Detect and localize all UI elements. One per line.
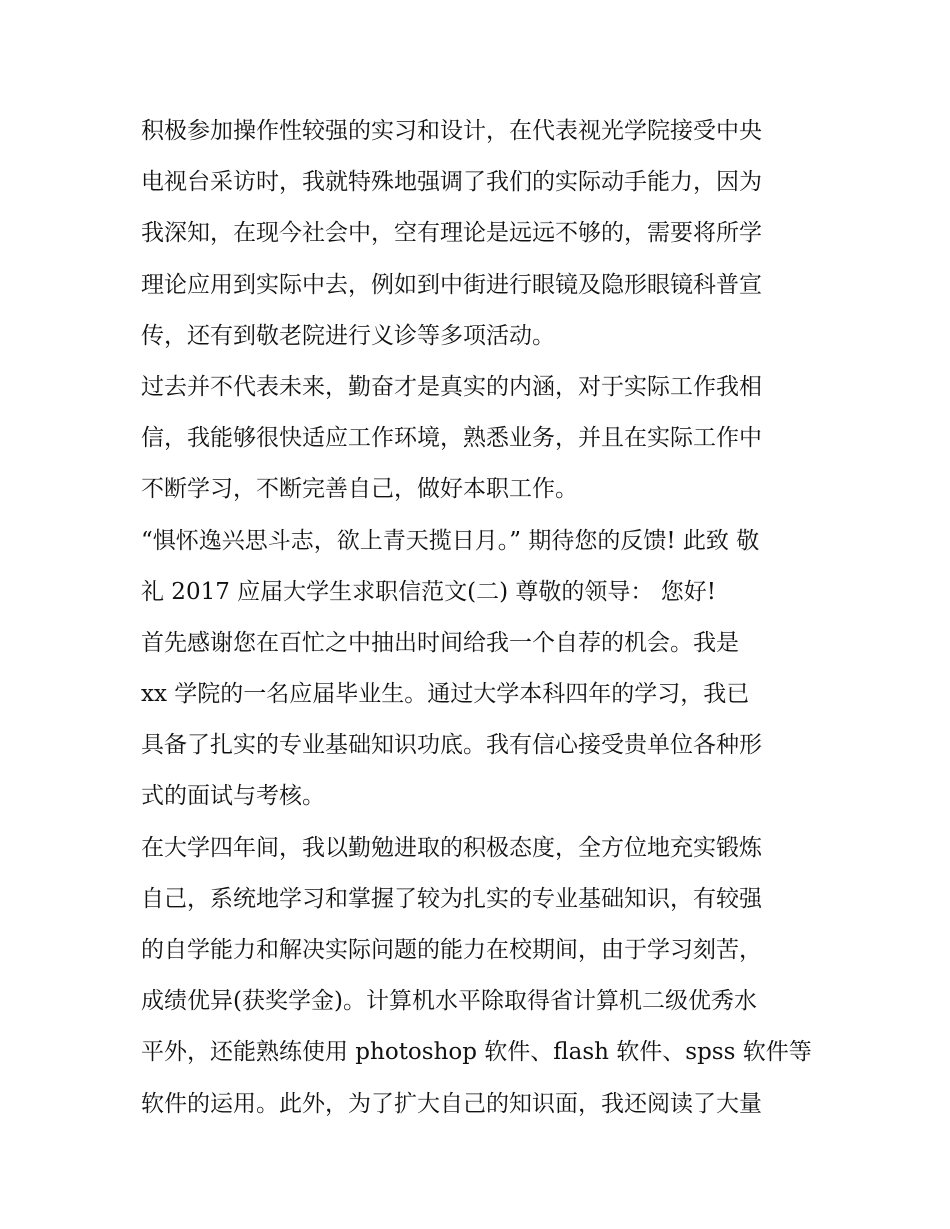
text-line: 积极参加操作性较强的实习和设计，在代表视光学院接受中央 bbox=[141, 118, 762, 144]
paragraph-university-years bbox=[141, 823, 813, 1130]
text-line: 自己，系统地学习和掌握了较为扎实的专业基础知识，有较强 bbox=[141, 885, 762, 912]
text-line: xx 学院的一名应届毕业生。通过大学本科四年的学习，我已 bbox=[141, 681, 750, 708]
paragraph-introduction bbox=[141, 618, 813, 823]
text-line: 过去并不代表未来，勤奋才是真实的内涵，对于实际工作我相 bbox=[141, 373, 762, 400]
text-line: 礼 2017 应届大学生求职信范文(二) 尊敬的领导： 您好! bbox=[141, 578, 716, 605]
paragraph-practice bbox=[141, 106, 813, 362]
text-line: 信，我能够很快适应工作环境，熟悉业务，并且在实际工作中 bbox=[141, 425, 762, 452]
text-line: 在大学四年间，我以勤勉进取的积极态度，全方位地充实锻炼 bbox=[141, 834, 762, 861]
text-line: 成绩优异(获奖学金)。计算机水平除取得省计算机二级优秀水 bbox=[141, 988, 757, 1015]
text-line: 式的面试与考核。 bbox=[141, 783, 325, 810]
text-line: 平外，还能熟练使用 photoshop 软件、flash 软件、spss 软件等 bbox=[141, 1039, 812, 1066]
text-line: 电视台采访时，我就特殊地强调了我们的实际动手能力，因为 bbox=[141, 169, 762, 196]
text-line: 首先感谢您在百忙之中抽出时间给我一个自荐的机会。我是 bbox=[141, 629, 739, 656]
text-line: 传，还有到敬老院进行义诊等多项活动。 bbox=[141, 322, 555, 349]
text-line: “惧怀逸兴思斗志，欲上青天揽日月。” 期待您的反馈! 此致 敬 bbox=[141, 527, 760, 554]
document-body bbox=[141, 106, 813, 1130]
paragraph-closing-and-heading bbox=[141, 516, 813, 618]
text-line: 理论应用到实际中去，例如到中街进行眼镜及隐形眼镜科普宣 bbox=[141, 271, 762, 298]
text-line: 的自学能力和解决实际问题的能力在校期间，由于学习刻苦， bbox=[141, 937, 762, 963]
text-line: 不断学习，不断完善自己，做好本职工作。 bbox=[141, 476, 578, 503]
paragraph-future bbox=[141, 362, 813, 516]
text-line: 我深知，在现今社会中，空有理论是远远不够的，需要将所学 bbox=[141, 220, 762, 247]
text-line: 软件的运用。此外，为了扩大自己的知识面，我还阅读了大量 bbox=[141, 1090, 762, 1117]
text-line: 具备了扎实的专业基础知识功底。我有信心接受贵单位各种形 bbox=[141, 732, 762, 759]
